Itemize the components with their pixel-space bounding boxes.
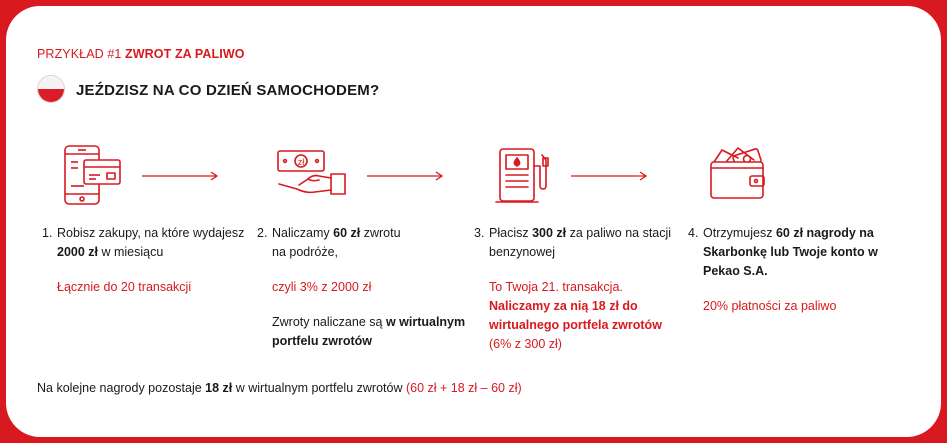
- step-note: Łącznie do 20 transakcji: [57, 280, 192, 294]
- phone-card-icon: [62, 144, 124, 208]
- step-note: [489, 278, 674, 354]
- step-2: [257, 224, 467, 351]
- footer-note: [37, 381, 522, 395]
- step-text: Zwroty naliczane są: [272, 315, 386, 329]
- page-title: JEŹDZISZ NA CO DZIEŃ SAMOCHODEM?: [76, 82, 380, 99]
- step-description: [489, 224, 684, 262]
- step-highlight: 60 zł nagrody na Skarbonkę lub Twoje konto w Pekao S.A.: [703, 226, 878, 278]
- step-text: w miesiącu: [98, 245, 164, 259]
- wallet-cash-icon: [708, 146, 770, 204]
- step-note: czyli 3% z 2000 zł: [272, 280, 372, 294]
- footer-calculation: (60 zł + 18 zł – 60 zł): [405, 381, 522, 395]
- step-text: Otrzymujesz: [703, 226, 776, 240]
- hand-cash-icon: [275, 148, 349, 200]
- arrow-right-icon: [570, 171, 648, 181]
- arrow-right-icon: [366, 171, 444, 181]
- eyebrow-title: ZWROT ZA PALIWO: [125, 47, 245, 61]
- footer-text: Na kolejne nagrody pozostaje: [37, 381, 206, 395]
- step-amount: 60 zł: [333, 226, 361, 240]
- step-description: [57, 224, 252, 262]
- step-highlight: Naliczamy za nią 18 zł do wirtualnego portfela zwrotów: [489, 299, 662, 332]
- step-description: [703, 224, 883, 281]
- step-text: Płacisz: [489, 226, 533, 240]
- step-text: To Twoja 21. transakcja.: [489, 280, 623, 294]
- step-number: 1.: [42, 226, 53, 240]
- step-4: [688, 224, 893, 316]
- step-number: 2.: [257, 226, 268, 240]
- step-note: 20% płatności za paliwo: [703, 299, 837, 313]
- step-text: Naliczamy: [272, 226, 334, 240]
- arrow-right-icon: [141, 171, 219, 181]
- step-text: za paliwo na stacji: [566, 226, 672, 240]
- step-description: [272, 224, 467, 262]
- eyebrow-prefix: PRZYKŁAD #1: [37, 47, 122, 61]
- step-text: (6% z 300 zł): [489, 337, 562, 351]
- eyebrow: [37, 47, 245, 61]
- svg-text:zł: zł: [297, 157, 305, 167]
- step-text: na podróże,: [272, 245, 339, 259]
- step-extra: [272, 313, 467, 351]
- footer-amount: 18 zł: [205, 381, 233, 395]
- step-text: benzynowej: [489, 245, 556, 259]
- step-highlight: w wirtualnym portfelu zwrotów: [272, 315, 466, 348]
- step-amount: 300 zł: [532, 226, 567, 240]
- step-text: zwrotu: [360, 226, 401, 240]
- step-1: [42, 224, 252, 297]
- fuel-pump-icon: [494, 146, 552, 206]
- step-3: [474, 224, 684, 354]
- info-card: [6, 6, 941, 437]
- footer-text: w wirtualnym portfelu zwrotów: [232, 381, 406, 395]
- step-amount: 2000 zł: [57, 245, 99, 259]
- poland-flag-icon: [37, 75, 65, 103]
- step-text: Robisz zakupy, na które wydajesz: [57, 226, 245, 240]
- step-number: 3.: [474, 226, 485, 240]
- step-number: 4.: [688, 226, 699, 240]
